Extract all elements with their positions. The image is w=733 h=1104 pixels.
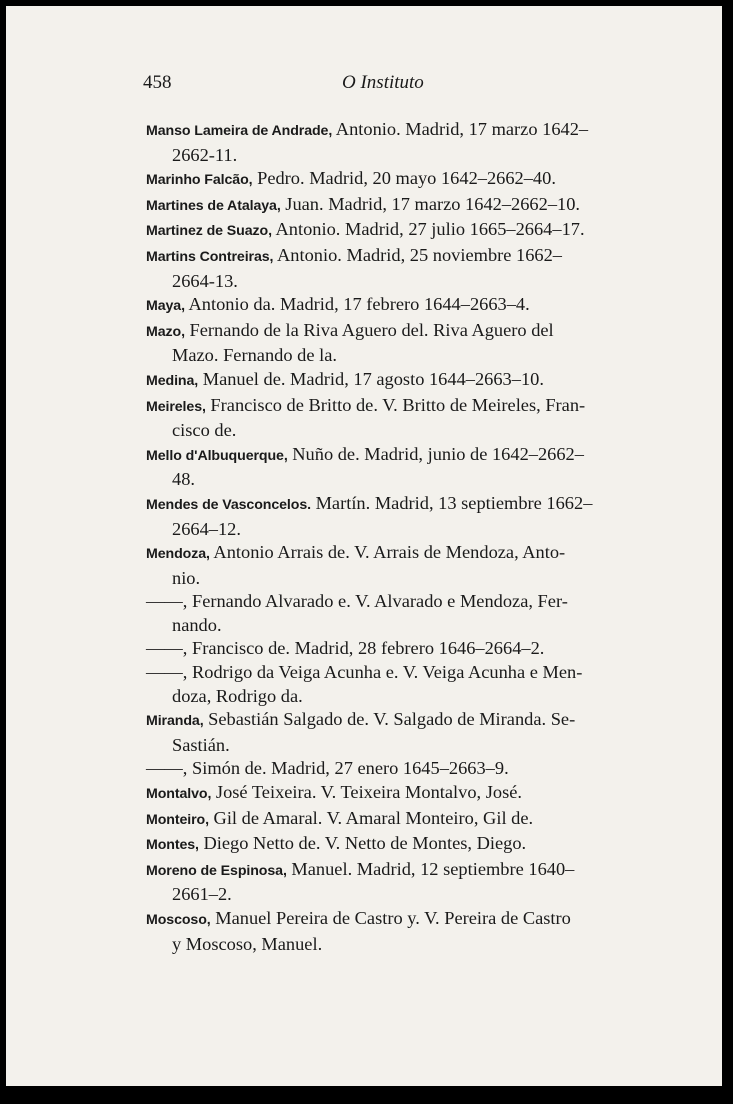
entry-text: Antonio Arrais de. V. Arrais de Mendoza, Anto-	[209, 542, 566, 563]
index-entry	[146, 590, 628, 637]
entry-heading: Moscoso,	[146, 912, 211, 928]
index-entry	[146, 394, 628, 443]
entry-text: Antonio. Madrid, 17 marzo 1642–	[332, 119, 589, 139]
entry-text: Manuel Pereira de Castro y. V. Pereira de Castro	[210, 908, 571, 928]
index-entry	[146, 293, 628, 319]
scan-border	[722, 0, 733, 1104]
entry-first-line	[146, 118, 628, 144]
index-entry	[146, 661, 628, 708]
index-entry	[146, 193, 628, 219]
entry-continuation: nando.	[172, 614, 222, 635]
repeat-dash: ——	[146, 758, 183, 779]
entry-first-line	[146, 637, 628, 661]
book-page	[6, 6, 722, 1086]
entry-text: Martín. Madrid, 13 septiembre 1662–	[310, 492, 593, 513]
entry-heading: Mazo,	[146, 323, 185, 340]
index-entry	[146, 708, 628, 757]
entry-text: , Francisco de. Madrid, 28 febrero 1646–2664–2.	[182, 638, 545, 659]
entry-text: Gil de Amaral. V. Amaral Monteiro, Gil de.	[208, 807, 534, 828]
index-entry	[146, 492, 628, 541]
entry-continuation: 48.	[172, 469, 195, 490]
entry-first-line	[146, 661, 628, 685]
entry-continuation: 2661–2.	[172, 884, 232, 905]
index-entry	[146, 244, 628, 293]
entry-first-line	[146, 781, 628, 807]
entry-heading: Marinho Falcão,	[146, 172, 253, 189]
index-entry	[146, 858, 628, 907]
entry-heading: Mello d'Albuquerque,	[146, 447, 288, 464]
repeat-dash: ——	[146, 662, 183, 683]
index-entries	[146, 118, 628, 956]
entry-continuation: Mazo. Fernando de la.	[172, 345, 337, 366]
entry-text: Antonio da. Madrid, 17 febrero 1644–2663–4.	[184, 294, 530, 315]
entry-heading: Martins Contreiras,	[146, 248, 274, 265]
entry-continuation: 2664–12.	[172, 518, 241, 539]
index-entry	[146, 757, 628, 781]
entry-heading: Martinez de Suazo,	[146, 223, 272, 240]
entry-heading: Manso Lameira de Andrade,	[146, 123, 333, 139]
index-entry	[146, 541, 628, 590]
running-title: O Instituto	[342, 72, 424, 93]
entry-text: Manuel de. Madrid, 17 agosto 1644–2663–10.	[198, 368, 544, 389]
entry-heading: Martines de Atalaya,	[146, 197, 281, 214]
entry-heading: Mendoza,	[146, 546, 210, 563]
index-entry	[146, 781, 628, 807]
entry-first-line	[146, 293, 628, 319]
entry-heading: Maya,	[146, 298, 185, 315]
index-entry	[146, 907, 628, 956]
entry-text: Diego Netto de. V. Netto de Montes, Diego.	[198, 833, 527, 854]
entry-text: Francisco de Britto de. V. Britto de Meireles, Fran-	[205, 394, 586, 415]
entry-continuation: nio.	[172, 567, 201, 588]
page-number: 458	[143, 72, 172, 93]
entry-first-line	[146, 443, 628, 469]
entry-text: Nuño de. Madrid, junio de 1642–2662–	[287, 443, 584, 464]
entry-heading: Montalvo,	[146, 786, 212, 803]
entry-text: Sebastián Salgado de. V. Salgado de Miranda. Se-	[203, 709, 576, 730]
entry-first-line	[146, 368, 628, 394]
index-entry	[146, 218, 628, 244]
entry-text: José Teixeira. V. Teixeira Montalvo, José.	[211, 782, 523, 803]
entry-heading: Monteiro,	[146, 811, 209, 828]
entry-first-line	[146, 541, 628, 567]
entry-heading: Miranda,	[146, 713, 204, 730]
entry-text: Pedro. Madrid, 20 mayo 1642–2662–40.	[252, 168, 556, 189]
entry-continuation: y Moscoso, Manuel.	[172, 933, 323, 954]
entry-first-line	[146, 858, 628, 884]
entry-text: Antonio. Madrid, 27 julio 1665–2664–17.	[271, 219, 585, 240]
page-header	[6, 72, 722, 100]
entry-first-line	[146, 394, 628, 420]
entry-first-line	[146, 193, 628, 219]
entry-heading: Medina,	[146, 372, 199, 389]
entry-heading: Moreno de Espinosa,	[146, 862, 287, 879]
entry-first-line	[146, 590, 628, 614]
entry-text: Juan. Madrid, 17 marzo 1642–2662–10.	[280, 193, 581, 214]
index-entry	[146, 832, 628, 858]
entry-text: , Fernando Alvarado e. V. Alvarado e Mendoza, Fer-	[182, 591, 568, 612]
entry-first-line	[146, 244, 628, 270]
entry-first-line	[146, 708, 628, 734]
entry-first-line	[146, 319, 628, 345]
entry-first-line	[146, 757, 628, 781]
entry-text: Manuel. Madrid, 12 septiembre 1640–	[286, 858, 575, 879]
entry-first-line	[146, 807, 628, 833]
index-entry	[146, 167, 628, 193]
index-entry	[146, 443, 628, 492]
index-entry	[146, 807, 628, 833]
entry-first-line	[146, 492, 628, 518]
index-entry	[146, 368, 628, 394]
entry-continuation: cisco de.	[172, 420, 237, 441]
entry-text: , Rodrigo da Veiga Acunha e. V. Veiga Acunha e Men-	[182, 662, 583, 683]
entry-continuation: Sastián.	[172, 734, 230, 755]
entry-text: Antonio. Madrid, 25 noviembre 1662–	[273, 244, 563, 265]
entry-text: Fernando de la Riva Aguero del. Riva Aguero del	[184, 319, 554, 340]
entry-first-line	[146, 167, 628, 193]
entry-heading: Meireles,	[146, 398, 206, 415]
entry-first-line	[146, 907, 628, 933]
index-entry	[146, 319, 628, 368]
index-entry	[146, 118, 628, 167]
repeat-dash: ——	[146, 591, 183, 612]
entry-continuation: 2662-11.	[172, 144, 238, 165]
repeat-dash: ——	[146, 638, 183, 659]
entry-first-line	[146, 218, 628, 244]
entry-text: , Simón de. Madrid, 27 enero 1645–2663–9.	[182, 758, 509, 779]
entry-heading: Montes,	[146, 837, 199, 854]
entry-first-line	[146, 832, 628, 858]
index-entry	[146, 637, 628, 661]
entry-continuation: doza, Rodrigo da.	[172, 685, 303, 706]
entry-continuation: 2664-13.	[172, 270, 238, 291]
entry-heading: Mendes de Vasconcelos.	[146, 496, 311, 513]
